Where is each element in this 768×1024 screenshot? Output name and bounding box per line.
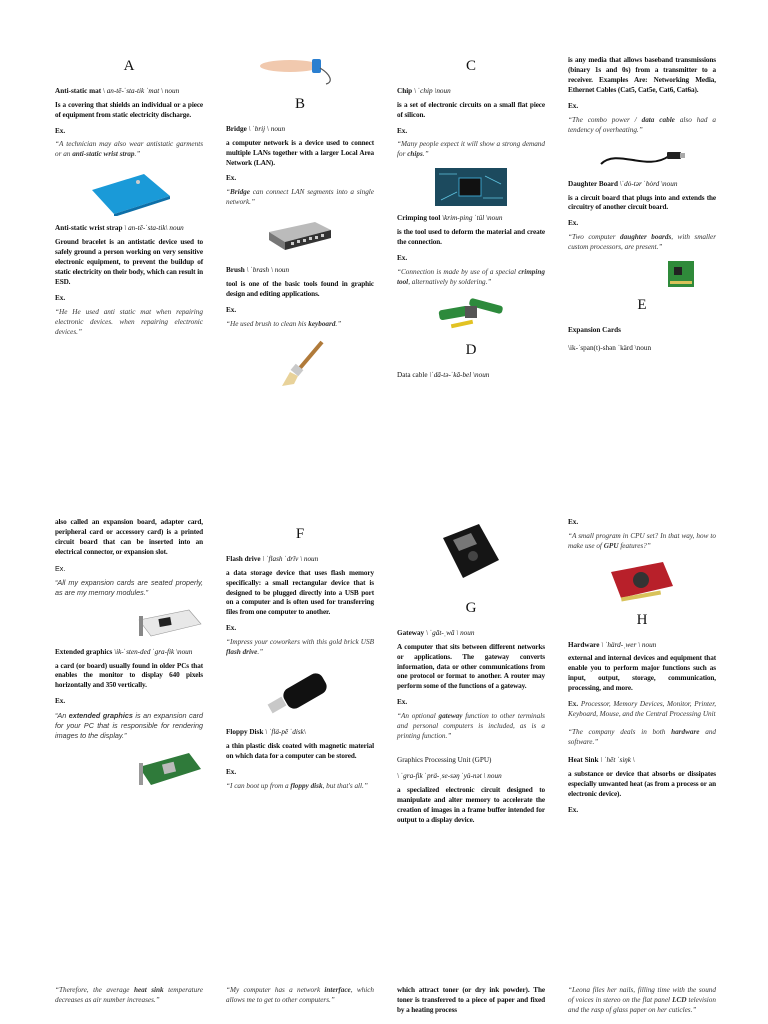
network-bridge-image: [265, 216, 335, 258]
definition-crimping-tool: is the tool used to deform the material and create the connection.: [397, 228, 545, 247]
example-label: Ex.: [568, 219, 579, 228]
wrist-strap-image: [260, 52, 340, 86]
example-label: Ex.: [55, 126, 66, 135]
crimping-tool-image: [435, 296, 507, 332]
bottom-quote-2: “My computer has a network interface, which allows me to get to other computers.”: [226, 986, 374, 1004]
term-flash-drive: Flash drive \ ˈflash ˈdrīv \ noun: [226, 554, 319, 563]
top-column-1: [55, 56, 203, 346]
definition-graphics-processing-unit: a specialized electronic circuit designed to manipulate and alter memory to accelerate the creation of images in a frame buffer intended for output to a display device.: [397, 785, 545, 824]
bottom-quote-3: which attract toner (or dry ink powder). The toner is transferred to a piece of paper and fixed by a heating process: [397, 986, 545, 1014]
bottom-column-1: [55, 518, 203, 797]
example-anti-static-wrist-strap: “He He used anti static mat when repairing electronic devices. when repairing electronic devices.”: [55, 307, 203, 336]
term-crimping-tool: Crimping tool \krim-ping ˈtül \noun: [397, 214, 503, 223]
example-label: Ex.: [397, 698, 408, 707]
definition-chip: is a set of electronic circuits on a small flat piece of silicon.: [397, 100, 545, 119]
example-data-cable: “The combo power / data cable also had a tendency of overheating.”: [568, 115, 717, 134]
term-daughter-board: Daughter Board \ˈdȯ-tər ˈbȯrd \noun: [568, 179, 678, 188]
example-hardware-list: Ex. Processor, Memory Devices, Monitor, Printer, Keyboard, Mouse, and the Central Processing Unit: [568, 700, 716, 719]
term-floppy-disk: Floppy Disk \ ˈflä-pē ˈdisk\: [226, 728, 306, 737]
expansion-card-image: [135, 606, 205, 640]
example-label: Ex.: [397, 126, 408, 135]
example-floppy-disk: “I can boot up from a floppy disk, but that's all.”: [226, 781, 368, 790]
flash-drive-image: [263, 666, 337, 720]
definition-flash-drive: a data storage device that uses flash memory specifically: a small rectangular device that is designed to be plugged directly into a USB port on a computer and is often used for transferring files from one computer to another.: [226, 568, 374, 617]
letter-heading-d: D: [465, 341, 477, 358]
definition-daughter-board: is a circuit board that plugs into and extends the circuitry of another circuit board.: [568, 193, 716, 212]
definition-gateway: A computer that sits between different networks or applications. The gateway converts information, data or other communications from one protocol or format to another. A router may perform some of the functions of a gateway.: [397, 642, 545, 691]
definition-heat-sink: a substance or device that absorbs or dissipates especially unwanted heat (as from a process or an electronic device).: [568, 769, 716, 798]
example-label: Ex.: [226, 767, 237, 776]
expansion-cards-pronunciation: \ik-ˈspan(t)-shən ˈkärd \noun: [568, 343, 652, 352]
example-label: Ex.: [568, 805, 579, 814]
letter-heading-c: C: [465, 58, 476, 74]
example-label: Ex.: [55, 697, 66, 706]
letter-heading-e: E: [637, 297, 647, 314]
example-label: Ex.: [226, 306, 237, 315]
example-chip: “Many people expect it will show a strong demand for chips.”: [397, 140, 545, 159]
definition-bridge: a computer network is a device used to connect multiple LANs together with a larger Local Area Network (LAN).: [226, 138, 374, 167]
top-column-4: [568, 56, 716, 358]
example-flash-drive: “Impress your coworkers with this gold brick USB flash drive.”: [226, 638, 374, 657]
top-column-2: [226, 52, 374, 396]
example-gateway: “An optional gateway function to other terminals and personal computers is included, as is a printing function.”: [397, 712, 545, 741]
definition-data-cable: is any media that allows baseband transmissions (binary 1s and 0s) from a transmitter to a receiver. Examples Are: Networking Media, Ethernet Cables (Cat5, Cat5e, Cat6, Cat6a).: [568, 56, 716, 94]
term-expansion-cards: Expansion Cards: [568, 325, 621, 334]
chip-image: [435, 168, 507, 206]
term-heat-sink: Heat Sink \ ˈhēt ˈsiŋk \: [568, 755, 635, 764]
term-anti-static-mat: Anti-static mat \ an-tē-ˈsta-tik ˈmat \ noun: [55, 86, 180, 95]
term-graphics-processing-unit: Graphics Processing Unit (GPU): [397, 756, 492, 765]
example-label: Ex.: [397, 254, 408, 263]
gpu-image: [607, 560, 677, 602]
example-label: Ex.: [55, 563, 66, 573]
letter-heading-h: H: [636, 611, 648, 628]
bottom-column-4: [568, 518, 716, 820]
example-label: Ex.: [55, 293, 66, 302]
floppy-disk-image: [439, 520, 503, 584]
daughter-board-image: [668, 261, 694, 287]
definition-expansion-cards: also called an expansion board, adapter card, peripheral card or accessory card) is a printed circuit board that can be inserted into an electrical connector, or expansion slot.: [55, 518, 203, 556]
data-cable-image: [597, 144, 687, 172]
anti-static-mat-image: [84, 168, 174, 216]
gpu-pronunciation: \ ˈgra-fik ˈprä-ˌse-səŋ ˈyü-nət \ noun: [397, 772, 502, 780]
definition-hardware: external and internal devices and equipment that enable you to perform major functions such as input, output, storage, communication, processing, and more.: [568, 654, 716, 693]
letter-heading-b: B: [294, 96, 305, 112]
example-bridge: “Bridge can connect LAN segments into a single network.”: [226, 188, 374, 207]
term-bridge: Bridge \ ˈbrij \ noun: [226, 124, 286, 133]
example-gpu: “A small program in CPU set? In that way, how to make use of GPU features?”: [568, 531, 716, 550]
example-label: Ex.: [568, 518, 579, 526]
term-chip: Chip \ ˈchip \noun: [397, 86, 451, 95]
brush-image: [270, 338, 330, 388]
example-label: Ex.: [226, 174, 237, 183]
letter-heading-f: F: [295, 526, 305, 542]
example-hardware: “The company deals in both hardware and software.”: [568, 728, 716, 746]
example-crimping-tool: “Connection is made by use of a special crimping tool, alternatively by soldering.”: [397, 268, 545, 286]
bottom-column-2: [226, 524, 374, 800]
example-label: Ex.: [226, 624, 237, 633]
bottom-quote-1: “Therefore, the average heat sink temperature decreases as air number increases.”: [55, 986, 203, 1004]
example-extended-graphics: “An extended graphics is an expansion card for your PC that is responsible for rendering images to the display.”: [55, 711, 203, 741]
example-expansion-cards: “All my expansion cards are seated properly, as are my memory modules.”: [55, 577, 203, 597]
top-column-3: [397, 56, 545, 385]
definition-floppy-disk: a thin plastic disk coated with magnetic material on which data for a computer can be stored.: [226, 742, 374, 760]
definition-extended-graphics: a card (or board) usually found in older PCs that enables the monitor to display 640 pixels horizontally and 350 vertically.: [55, 661, 203, 690]
definition-anti-static-wrist-strap: Ground bracelet is an antistatic device used to safely ground a person working on very sensitive electronic equipment, to prevent the buildup of static electricity on their body, which can result in ESD.: [55, 238, 203, 286]
term-anti-static-wrist-strap: Anti-static wrist strap \ an-tē-ˈsta-tik\ noun: [55, 224, 184, 233]
example-daughter-board: “Two computer daughter boards, with smaller custom processors, are present.”: [568, 233, 716, 252]
term-hardware: Hardware \ ˈhärd-ˌwer \ noun: [568, 640, 657, 649]
term-extended-graphics: Extended graphics \ik-ˈsten-ded ˈgra-fik \noun: [55, 647, 193, 656]
example-anti-static-mat: “A technician may also wear antistatic garments or an anti-static wrist strap.”: [55, 140, 203, 159]
example-brush: “He used brush to clean his keyboard.”: [226, 320, 342, 328]
example-label: Ex.: [568, 101, 579, 110]
letter-heading-g: G: [465, 600, 477, 616]
term-brush: Brush \ ˈbrash \ noun: [226, 266, 290, 275]
term-data-cable: Data cable \ˈdā-tə-ˈkā-bel \noun: [397, 370, 490, 379]
definition-brush: tool is one of the basic tools found in graphic design and editing applications.: [226, 280, 374, 299]
term-gateway: Gateway \ ˈgāt-ˌwā \ noun: [397, 628, 475, 637]
bottom-quote-4: “Leona files her nails, filling time with the sound of voices in stereo on the flat panel LCD television and the rasp of glass paper on her cuticles.”: [568, 986, 716, 1014]
extended-graphics-card-image: [135, 749, 205, 789]
letter-heading-a: A: [123, 58, 135, 74]
definition-anti-static-mat: Is a covering that shields an individual or a piece of equipment from static electricity discharge.: [55, 100, 203, 119]
bottom-column-3: [397, 520, 545, 832]
